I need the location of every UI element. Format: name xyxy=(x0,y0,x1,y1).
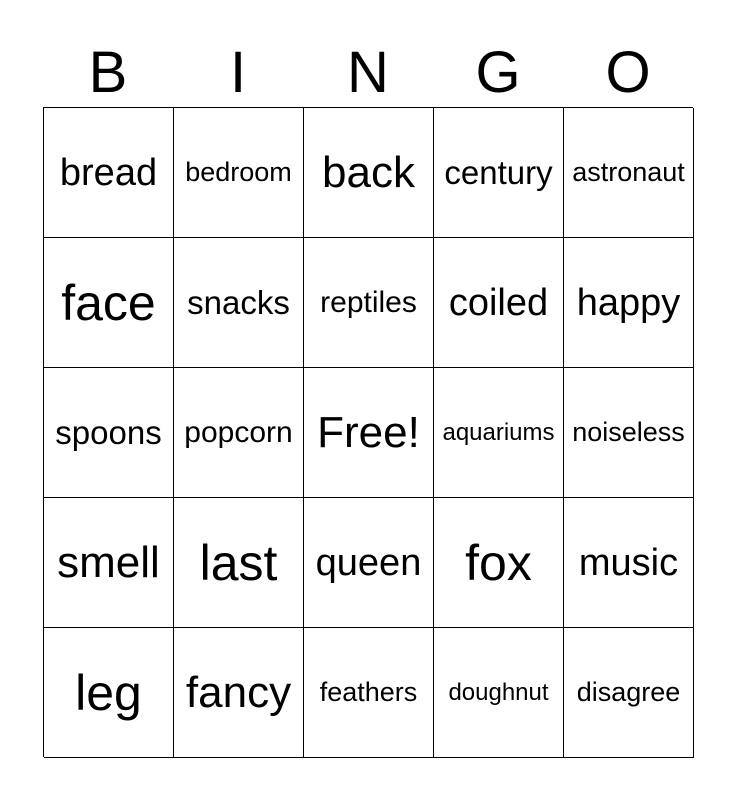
bingo-cell[interactable]: leg xyxy=(44,628,174,758)
bingo-cell[interactable]: spoons xyxy=(44,368,174,498)
bingo-cell[interactable]: coiled xyxy=(434,238,564,368)
bingo-cell[interactable]: doughnut xyxy=(434,628,564,758)
bingo-cell[interactable]: century xyxy=(434,108,564,238)
bingo-cell[interactable]: happy xyxy=(564,238,694,368)
bingo-cell[interactable]: snacks xyxy=(174,238,304,368)
bingo-board xyxy=(43,107,693,757)
bingo-header xyxy=(43,38,693,108)
bingo-cell[interactable]: fancy xyxy=(174,628,304,758)
bingo-cell[interactable]: face xyxy=(44,238,174,368)
header-letter-n: N xyxy=(347,40,389,105)
free-space[interactable]: Free! xyxy=(304,368,434,498)
bingo-cell[interactable]: music xyxy=(564,498,694,628)
bingo-cell[interactable]: aquariums xyxy=(434,368,564,498)
bingo-cell[interactable]: feathers xyxy=(304,628,434,758)
bingo-cell[interactable]: noiseless xyxy=(564,368,694,498)
bingo-cell[interactable]: smell xyxy=(44,498,174,628)
header-letter-g: G xyxy=(475,40,521,105)
bingo-cell[interactable]: astronaut xyxy=(564,108,694,238)
header-letter-b: B xyxy=(88,40,128,105)
bingo-cell[interactable]: disagree xyxy=(564,628,694,758)
header-letter-o: O xyxy=(605,40,651,105)
bingo-cell[interactable]: last xyxy=(174,498,304,628)
bingo-cell[interactable]: queen xyxy=(304,498,434,628)
header-letter-i: I xyxy=(229,40,247,105)
bingo-cell[interactable]: reptiles xyxy=(304,238,434,368)
bingo-cell[interactable]: popcorn xyxy=(174,368,304,498)
bingo-cell[interactable]: bread xyxy=(44,108,174,238)
bingo-cell[interactable]: fox xyxy=(434,498,564,628)
bingo-cell[interactable]: back xyxy=(304,108,434,238)
bingo-cell[interactable]: bedroom xyxy=(174,108,304,238)
